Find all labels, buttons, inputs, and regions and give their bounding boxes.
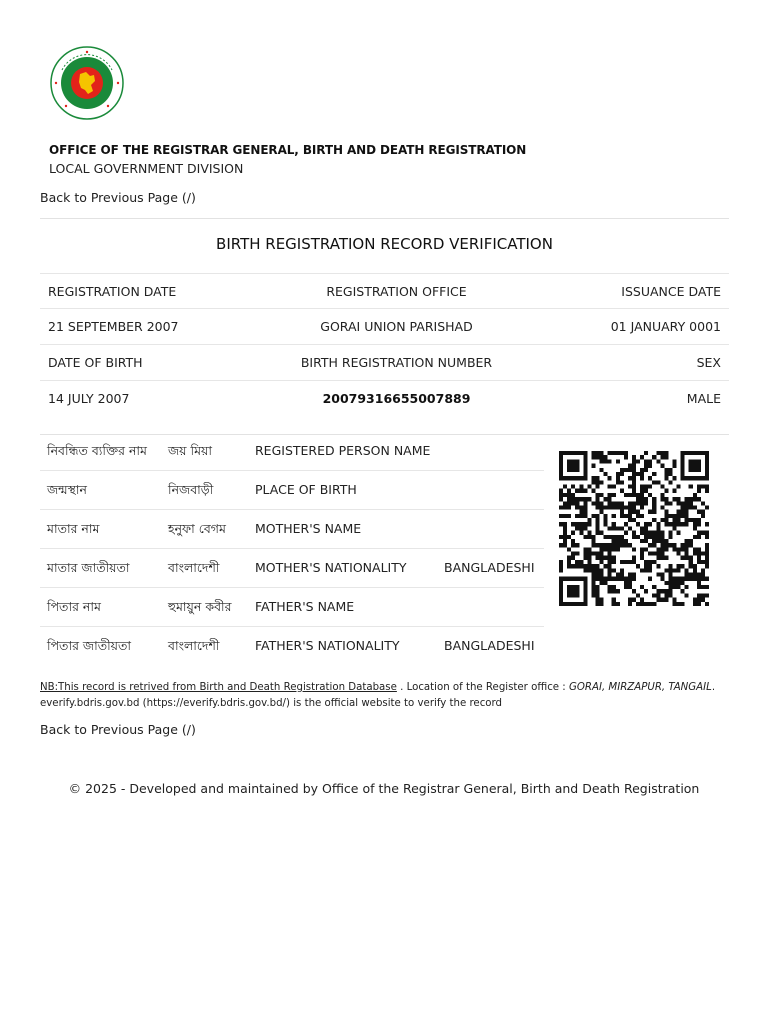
en-value: BANGLADESHI bbox=[444, 560, 535, 575]
en-label: PLACE OF BIRTH bbox=[255, 482, 357, 497]
bn-value: বাংলাদেশী bbox=[168, 560, 220, 575]
sex-value: MALE bbox=[686, 391, 721, 406]
verification-note bbox=[40, 680, 730, 712]
brn-value: 20079316655007889 bbox=[322, 391, 471, 406]
page-title: BIRTH REGISTRATION RECORD VERIFICATION bbox=[216, 235, 553, 253]
en-label: MOTHER'S NATIONALITY bbox=[255, 560, 407, 575]
footer-copyright: © 2025 - Developed and maintained by Office of the Registrar General, Birth and Death Registration bbox=[68, 781, 700, 796]
registration-date-label: REGISTRATION DATE bbox=[48, 284, 177, 299]
bn-value: বাংলাদেশী bbox=[168, 638, 220, 653]
en-label: REGISTERED PERSON NAME bbox=[255, 443, 431, 458]
person-row-mother-nationality bbox=[40, 549, 544, 588]
back-link-top[interactable]: Back to Previous Page (/) bbox=[40, 190, 196, 205]
en-label: FATHER'S NATIONALITY bbox=[255, 638, 400, 653]
person-row-father-nationality bbox=[40, 627, 544, 665]
location-period: . bbox=[711, 682, 716, 693]
record-value-row-2 bbox=[40, 380, 729, 416]
en-label: FATHER'S NAME bbox=[255, 599, 355, 614]
person-details-table bbox=[40, 432, 544, 665]
en-value: BANGLADESHI bbox=[444, 638, 535, 653]
register-office-location: GORAI, MIRZAPUR, TANGAIL bbox=[568, 682, 712, 693]
record-header-row-1 bbox=[40, 273, 729, 309]
issuance-date-value: 01 JANUARY 0001 bbox=[610, 319, 721, 334]
record-value-row-1 bbox=[40, 308, 729, 344]
registration-office-value: GORAI UNION PARISHAD bbox=[320, 319, 473, 334]
sex-label: SEX bbox=[696, 355, 721, 370]
bn-label: পিতার জাতীয়তা bbox=[47, 638, 132, 653]
issuance-date-label: ISSUANCE DATE bbox=[621, 284, 721, 299]
bn-label: মাতার জাতীয়তা bbox=[47, 560, 130, 575]
bn-label: মাতার নাম bbox=[47, 521, 100, 536]
location-prefix: . Location of the Register office : bbox=[396, 682, 569, 693]
bn-value: হুমায়ুন কবীর bbox=[168, 599, 232, 614]
divider bbox=[40, 218, 729, 219]
database-note-link[interactable]: NB:This record is retrived from Birth and Death Registration Database bbox=[40, 682, 397, 693]
bn-label: জন্মস্থান bbox=[47, 482, 88, 497]
division-name: LOCAL GOVERNMENT DIVISION bbox=[49, 161, 244, 176]
bn-value: নিজবাড়ী bbox=[168, 482, 214, 497]
registration-office-label: REGISTRATION OFFICE bbox=[326, 284, 467, 299]
website-line: everify.bdris.gov.bd (https://everify.bdris.gov.bd/) is the official website to verify the record bbox=[40, 698, 503, 709]
bn-label: নিবন্ধিত ব্যক্তির নাম bbox=[47, 443, 147, 458]
record-header-row-2 bbox=[40, 344, 729, 380]
dob-label: DATE OF BIRTH bbox=[48, 355, 143, 370]
person-row-name bbox=[40, 432, 544, 471]
bn-value: জয় মিয়া bbox=[168, 443, 213, 458]
en-label: MOTHER'S NAME bbox=[255, 521, 362, 536]
brn-label: BIRTH REGISTRATION NUMBER bbox=[300, 355, 493, 370]
person-row-father-name bbox=[40, 588, 544, 627]
bn-value: হনুফা বেগম bbox=[168, 521, 226, 536]
registration-date-value: 21 SEPTEMBER 2007 bbox=[48, 319, 179, 334]
bn-label: পিতার নাম bbox=[47, 599, 101, 614]
dob-value: 14 JULY 2007 bbox=[48, 391, 130, 406]
person-row-place-of-birth bbox=[40, 471, 544, 510]
back-link-bottom[interactable]: Back to Previous Page (/) bbox=[40, 722, 196, 737]
office-title: OFFICE OF THE REGISTRAR GENERAL, BIRTH AND DEATH REGISTRATION bbox=[49, 143, 527, 157]
qr-code bbox=[559, 451, 709, 606]
person-row-mother-name bbox=[40, 510, 544, 549]
government-seal-logo bbox=[50, 46, 124, 120]
